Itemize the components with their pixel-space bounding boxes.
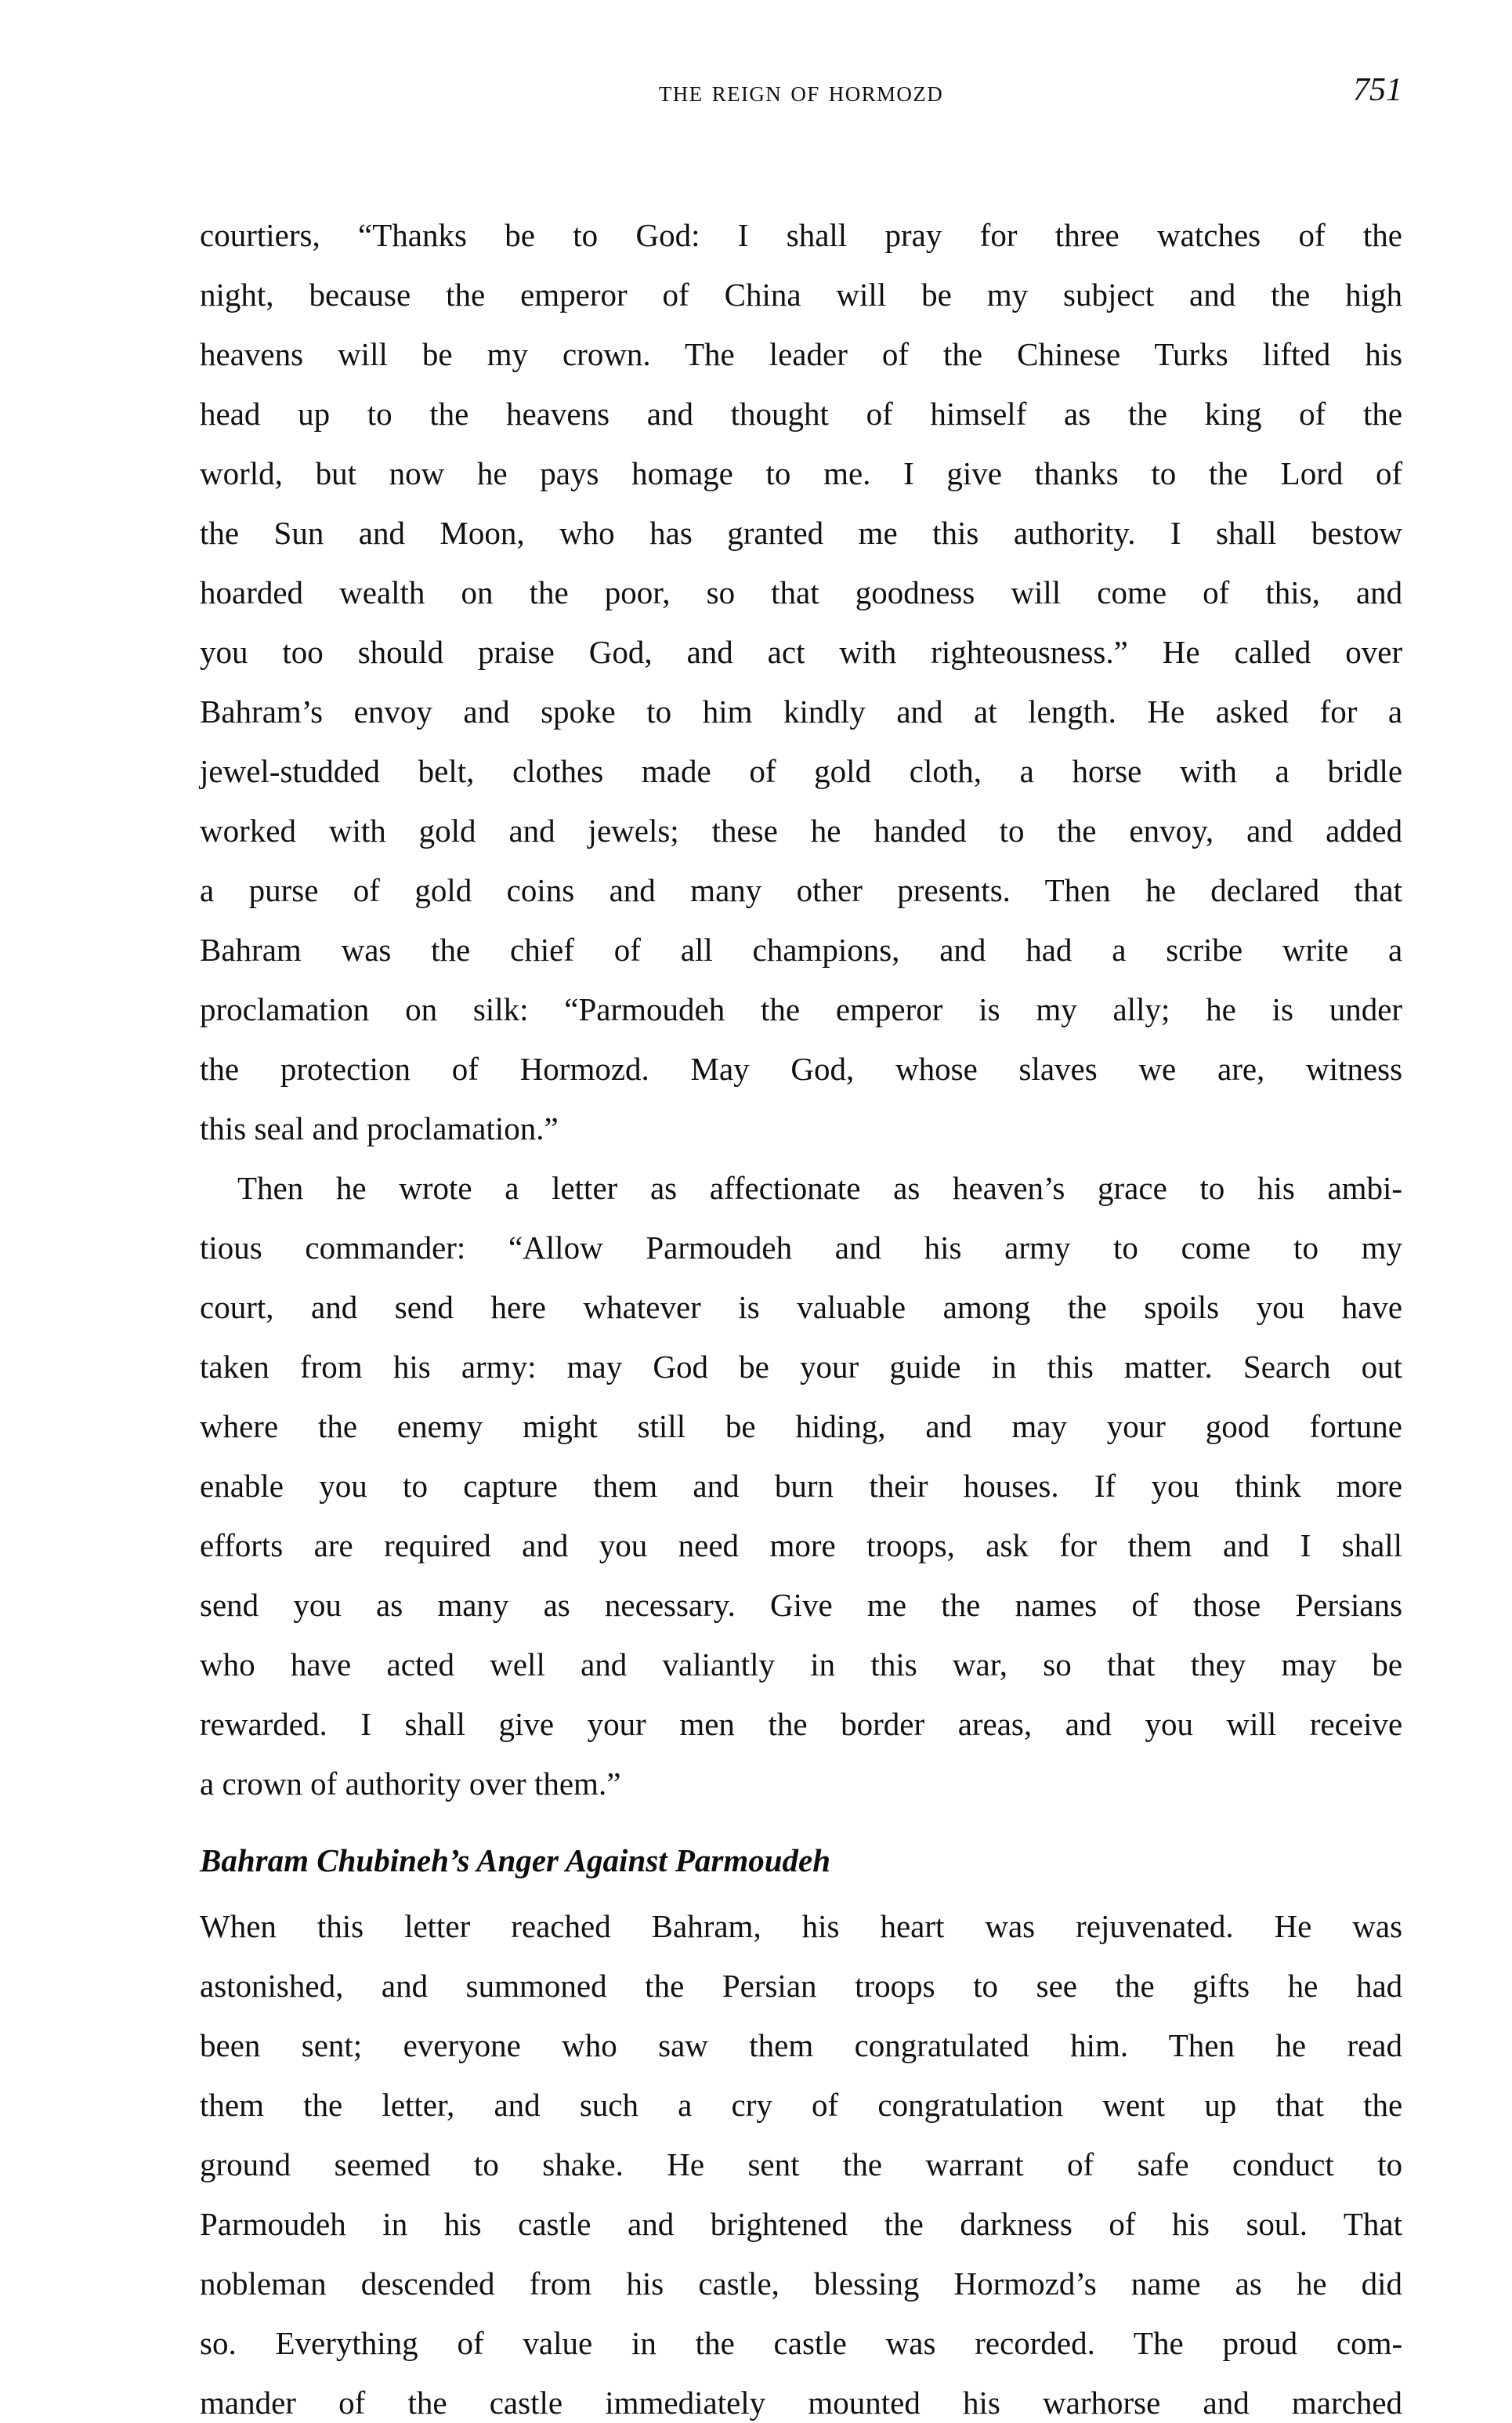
- text-line: tious commander: “Allow Parmoudeh and his army to come to my: [200, 1230, 1403, 1266]
- text-line: nobleman descended from his castle, blessing Hormozd’s name as he did: [200, 2265, 1403, 2302]
- text-line: this seal and proclamation.”: [200, 1110, 559, 1146]
- text-line: ground seemed to shake. He sent the warrant of safe conduct to: [200, 2146, 1403, 2182]
- text-line: heavens will be my crown. The leader of the Chinese Turks lifted his: [200, 336, 1403, 372]
- text-line: Bahram was the chief of all champions, and had a scribe write a: [200, 932, 1403, 968]
- text-line: rewarded. I shall give your men the border areas, and you will receive: [200, 1706, 1403, 1742]
- text-line: so. Everything of value in the castle was recorded. The proud com-: [200, 2325, 1403, 2361]
- text-line: a purse of gold coins and many other presents. Then he declared that: [200, 872, 1403, 908]
- running-head-title: the reign of hormozd: [658, 74, 944, 108]
- text-line: the Sun and Moon, who has granted me this authority. I shall bestow: [200, 515, 1403, 551]
- text-line: enable you to capture them and burn their houses. If you think more: [200, 1468, 1403, 1504]
- text-line: hoarded wealth on the poor, so that goodness will come of this, and: [200, 574, 1403, 610]
- text-line: worked with gold and jewels; these he handed to the envoy, and added: [200, 813, 1403, 849]
- text-line: Then he wrote a letter as affectionate as heaven’s grace to his ambi-: [237, 1170, 1403, 1206]
- page-number: 751: [1353, 72, 1402, 108]
- text-line: When this letter reached Bahram, his heart was rejuvenated. He was: [200, 1908, 1403, 1944]
- text-line: night, because the emperor of China will be my subject and the high: [200, 277, 1403, 313]
- running-head: [200, 72, 1402, 116]
- paragraph: [200, 1158, 1402, 1813]
- text-line: a crown of authority over them.”: [200, 1766, 621, 1802]
- text-line: head up to the heavens and thought of himself as the king of the: [200, 396, 1403, 432]
- text-line: jewel-studded belt, clothes made of gold cloth, a horse with a bridle: [200, 753, 1403, 789]
- text-line: efforts are required and you need more troops, ask for them and I shall: [200, 1527, 1403, 1563]
- text-line: mander of the castle immediately mounted his warhorse and marched: [200, 2385, 1403, 2421]
- text-line: astonished, and summoned the Persian troops to see the gifts he had: [200, 1968, 1403, 2004]
- text-line: courtiers, “Thanks be to God: I shall pray for three watches of the: [200, 217, 1402, 253]
- body-text-block: [200, 205, 1402, 2423]
- paragraph: [200, 205, 1402, 1158]
- section-heading: Bahram Chubineh’s Anger Against Parmoudeh: [200, 1842, 831, 1878]
- text-line: Parmoudeh in his castle and brightened the darkness of his soul. That: [200, 2206, 1403, 2242]
- text-line: world, but now he pays homage to me. I give thanks to the Lord of: [200, 455, 1403, 491]
- text-line: them the letter, and such a cry of congratulation went up that the: [200, 2087, 1403, 2123]
- text-line: court, and send here whatever is valuable among the spoils you have: [200, 1289, 1403, 1325]
- text-line: Bahram’s envoy and spoke to him kindly and at length. He asked for a: [200, 694, 1403, 730]
- text-line: been sent; everyone who saw them congratulated him. Then he read: [200, 2027, 1402, 2063]
- text-line: proclamation on silk: “Parmoudeh the emperor is my ally; he is under: [200, 991, 1403, 1027]
- text-line: send you as many as necessary. Give me the names of those Persians: [200, 1587, 1403, 1623]
- text-line: the protection of Hormozd. May God, whose slaves we are, witness: [200, 1051, 1403, 1087]
- text-line: where the enemy might still be hiding, and may your good fortune: [200, 1408, 1402, 1444]
- paragraph: [200, 1896, 1402, 2423]
- text-line: taken from his army: may God be your guide in this matter. Search out: [200, 1349, 1403, 1385]
- text-line: you too should praise God, and act with righteousness.” He called over: [200, 634, 1403, 670]
- text-line: who have acted well and valiantly in this war, so that they may be: [200, 1646, 1403, 1682]
